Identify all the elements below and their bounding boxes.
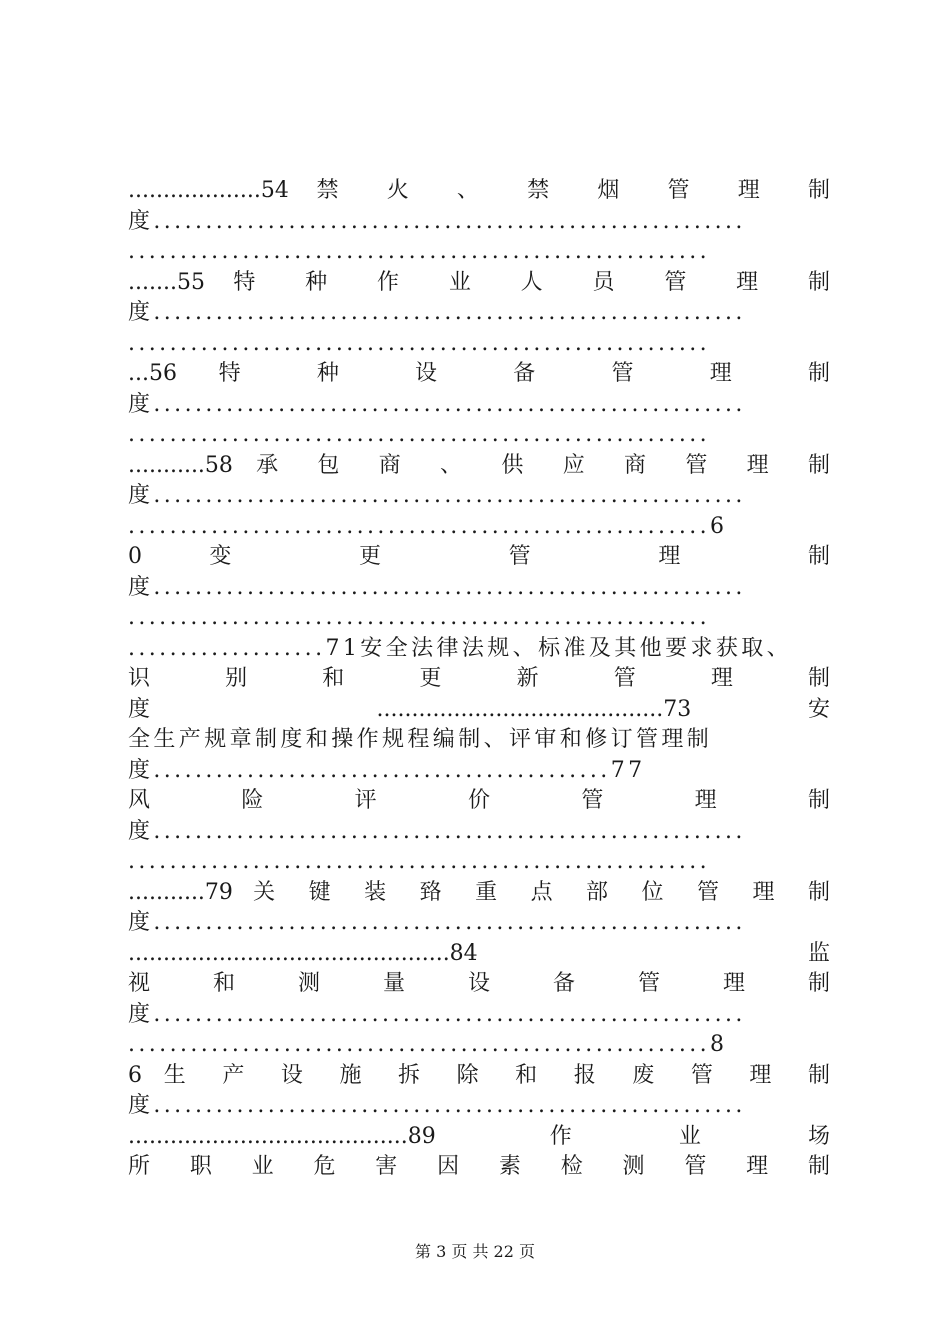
- toc-line: ...................54 禁 火 、 禁 烟 管 理 制: [128, 178, 830, 203]
- toc-line: ........................................................: [128, 849, 711, 874]
- toc-line: 度.........................................................: [128, 818, 746, 844]
- toc-line: ...................71安全法律法规、标准及其他要求获取、: [128, 635, 793, 661]
- toc-line: ........................................................: [128, 239, 711, 264]
- toc-line: ........................................................6: [128, 513, 728, 539]
- toc-line: 度.........................................................: [128, 910, 746, 935]
- toc-line: ...........79 关 键 装 臵 重 点 部 位 管 理 制: [128, 879, 830, 905]
- toc-line: 0 变 更 管 理 制: [128, 544, 830, 569]
- toc-line: 度 .........................................73 安: [128, 696, 830, 722]
- toc-line: 度.........................................................: [128, 574, 746, 600]
- table-of-contents: [128, 176, 830, 1183]
- toc-line: 所 职 业 危 害 因 素 检 测 管 理 制: [128, 1154, 830, 1179]
- toc-line: 度............................................77: [128, 757, 646, 783]
- toc-line: ........................................89 作业场: [128, 1123, 830, 1149]
- toc-line: 全生产规章制度和操作规程编制、评审和修订管理制: [128, 727, 713, 752]
- toc-line: ........................................................: [128, 605, 711, 630]
- toc-line: ..............................................84 监: [128, 940, 830, 966]
- toc-line: 度.........................................................: [128, 1093, 746, 1118]
- toc-line: 度.........................................................: [128, 1001, 746, 1027]
- toc-line: ........................................................: [128, 330, 711, 356]
- page-footer: 第 3 页 共 22 页: [415, 1242, 535, 1261]
- toc-line: ...56 特 种 设 备 管 理 制: [128, 361, 830, 386]
- toc-line: ...........58 承 包 商 、 供 应 商 管 理 制: [128, 452, 830, 478]
- toc-line: 度.........................................................: [128, 483, 746, 508]
- toc-line: ........................................................8: [128, 1032, 728, 1057]
- toc-line: 6 生 产 设 施 拆 除 和 报 废 管 理 制: [128, 1062, 830, 1088]
- toc-line: 度.........................................................: [128, 300, 746, 325]
- toc-line: 识 别 和 更 新 管 理 制: [128, 666, 830, 691]
- toc-line: ........................................................: [128, 422, 711, 447]
- toc-line: .......55 特 种 作 业 人 员 管 理 制: [128, 269, 830, 295]
- toc-line: 视 和 测 量 设 备 管 理 制: [128, 971, 830, 996]
- toc-line: 度.........................................................: [128, 391, 746, 417]
- toc-line: 风 险 评 价 管 理 制: [128, 788, 830, 813]
- toc-line: 度.........................................................: [128, 208, 746, 234]
